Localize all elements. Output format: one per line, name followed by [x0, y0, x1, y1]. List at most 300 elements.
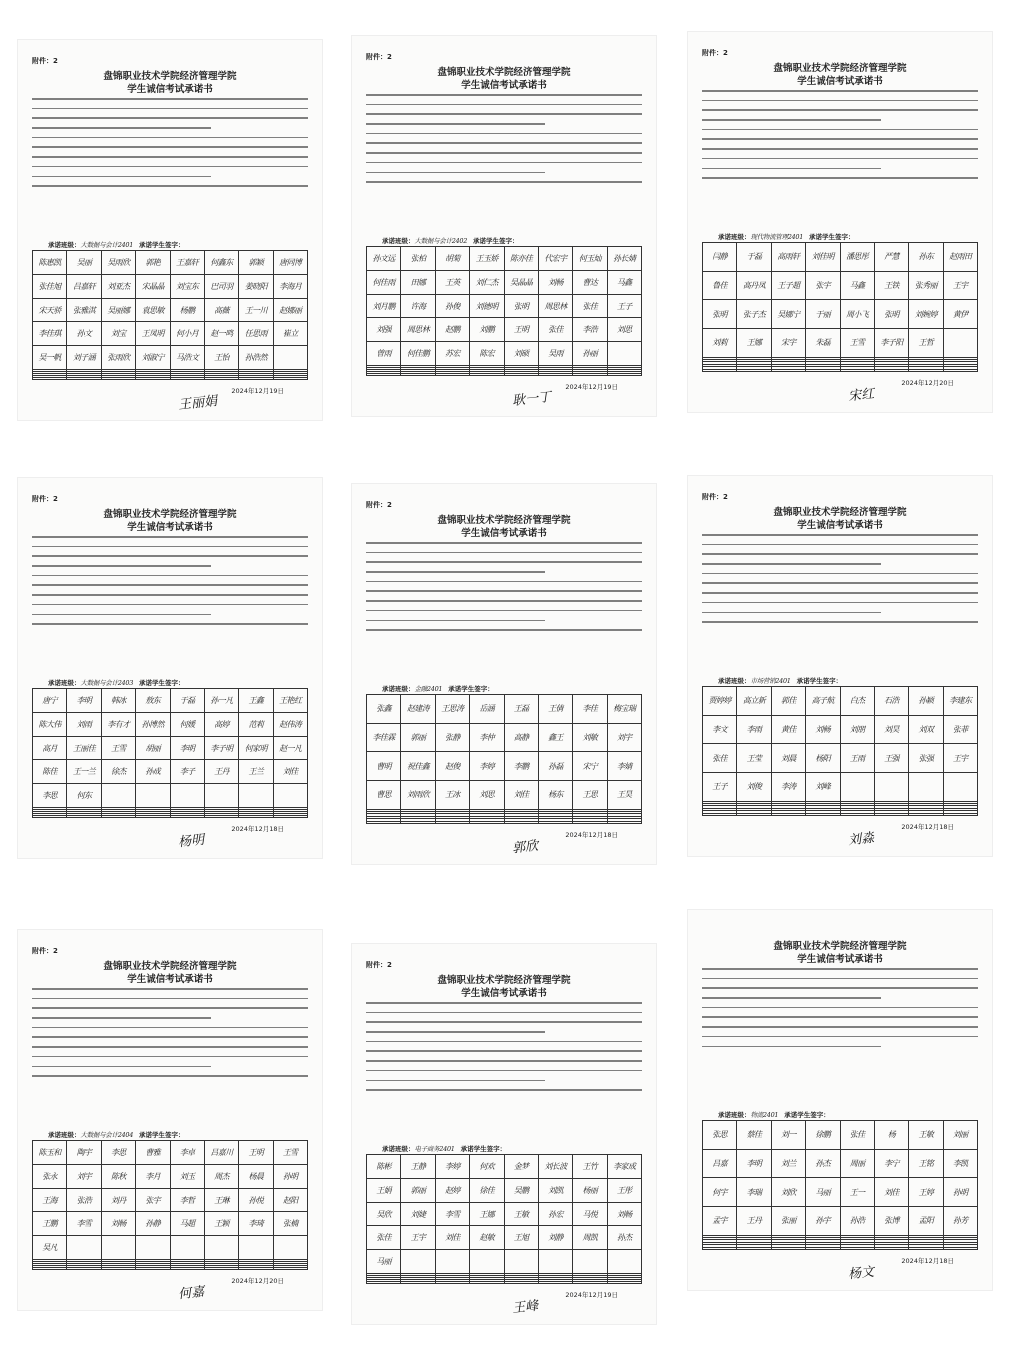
document-title: 学生诚信考试承诺书 [797, 520, 883, 531]
signature-cell: 李哲 [170, 1188, 204, 1212]
signature-cell: 刘硕 [504, 342, 538, 366]
signature-cell: 刘朋 [840, 715, 874, 744]
signature-cell [504, 821, 538, 824]
class-label: 承诺班级： [48, 1131, 81, 1139]
signature-cell: 郭丽 [401, 1178, 435, 1202]
signature-cell: 王铭 [909, 1149, 943, 1178]
signature-cell [239, 1236, 273, 1260]
pledge-sheet [688, 910, 992, 1290]
signature-cell: 何小月 [170, 322, 204, 346]
signature-cell: 李宁 [874, 1149, 908, 1178]
signature-cell: 李瑞 [737, 1178, 771, 1207]
signature-cell: 杨 [874, 1121, 908, 1150]
signature-cell [840, 369, 874, 372]
signature-cell: 刘畅 [806, 715, 840, 744]
signature-cell: 王宇 [943, 744, 977, 773]
signature-cell [943, 772, 977, 801]
signature-cell: 于丽 [806, 300, 840, 329]
pledge-body-text [32, 988, 308, 1085]
signature-cell [401, 1282, 435, 1284]
signers-label: 承诺学生签字： [473, 237, 519, 245]
signature-cell: 贾婷婷 [703, 687, 737, 716]
signature-cell: 高婷 [204, 712, 238, 736]
signature-cell: 曾雨 [367, 342, 401, 366]
signature-cell [273, 346, 307, 370]
signature-cell: 张佳 [703, 744, 737, 773]
class-line [718, 676, 842, 685]
signature-cell [273, 1236, 307, 1260]
pledge-sheet [352, 484, 656, 864]
signature-cell: 王宇 [401, 1226, 435, 1250]
signature-cell: 张思 [703, 1121, 737, 1150]
school-name: 盘锦职业技术学院经济管理学院 [773, 507, 907, 518]
signature-cell [909, 1247, 943, 1250]
signature-cell: 姜晓阳 [239, 274, 273, 298]
class-line [48, 678, 185, 687]
signature-cell: 袁思敏 [136, 298, 170, 322]
pledge-body-text [702, 90, 978, 187]
signature-cell: 胡丽 [136, 736, 170, 760]
signature-cell: 刘畅 [607, 1202, 641, 1226]
signers-label: 承诺学生签字： [784, 1111, 830, 1119]
document-title: 学生诚信考试承诺书 [461, 528, 547, 539]
signature-cell [504, 1250, 538, 1274]
pledge-sheet [18, 40, 322, 420]
school-name: 盘锦职业技术学院经济管理学院 [437, 975, 571, 986]
signature-cell: 李雪 [435, 1202, 469, 1226]
signature-cell: 张柏 [401, 247, 435, 271]
signature-cell [170, 378, 204, 380]
signature-cell: 刘仁杰 [470, 270, 504, 294]
signature-cell: 刘强 [367, 318, 401, 342]
signature-cell: 刘雨欣 [401, 780, 435, 809]
signature-cell: 陈佳 [33, 760, 67, 784]
signature-cell: 刘德明 [470, 294, 504, 318]
signature-cell [943, 328, 977, 357]
signature-cell: 王静 [401, 1155, 435, 1179]
signature-cell: 孟阳 [909, 1206, 943, 1235]
signature-cell [101, 816, 135, 818]
signature-cell: 刘一 [771, 1121, 805, 1150]
pledge-body-text [702, 968, 978, 1055]
signature-cell: 韩冰 [101, 689, 135, 713]
document-title: 学生诚信考试承诺书 [127, 84, 213, 95]
signature-cell: 朱磊 [806, 328, 840, 357]
signature-cell: 李仲 [470, 723, 504, 752]
signature-cell: 孙宇 [806, 1206, 840, 1235]
signature-cell: 马超 [170, 1212, 204, 1236]
teacher-signature: 杨明 [177, 832, 205, 851]
signature-cell: 赵建涛 [401, 695, 435, 724]
signature-cell: 吴晶晶 [504, 270, 538, 294]
signature-cell: 张静 [435, 723, 469, 752]
signature-cell: 王敏 [909, 1121, 943, 1150]
class-label: 承诺班级： [48, 679, 81, 687]
signature-cell: 刘佳 [273, 760, 307, 784]
class-value: 大数据与会计2401 [80, 241, 134, 249]
signature-cell: 苏宏 [435, 342, 469, 366]
school-name: 盘锦职业技术学院经济管理学院 [773, 63, 907, 74]
signature-cell: 吕嘉轩 [67, 274, 101, 298]
school-name: 盘锦职业技术学院经济管理学院 [103, 961, 237, 972]
signature-cell: 李婷 [435, 1155, 469, 1179]
signature-cell: 孙明 [273, 1164, 307, 1188]
signature-cell: 杨阳 [806, 744, 840, 773]
signature-cell: 王鑫 [239, 689, 273, 713]
signature-cell: 李海月 [273, 274, 307, 298]
signature-cell [943, 369, 977, 372]
signature-cell: 吕嘉川 [204, 1141, 238, 1165]
signature-cell: 李月 [136, 1164, 170, 1188]
signature-cell: 郭丽 [401, 723, 435, 752]
signature-cell: 徐鹏 [806, 1121, 840, 1150]
signature-cell [874, 772, 908, 801]
signature-cell: 王思涛 [435, 695, 469, 724]
signature-cell: 王敏 [504, 1202, 538, 1226]
signature-cell [273, 816, 307, 818]
class-line [48, 240, 185, 249]
class-label: 承诺班级： [48, 241, 81, 249]
attachment-label: 附件：2 [366, 501, 392, 509]
signature-cell: 孙芳 [943, 1206, 977, 1235]
signature-table [32, 250, 308, 380]
signature-cell: 曹雅 [136, 1141, 170, 1165]
signature-cell [101, 1268, 135, 1270]
signature-cell: 吴凡 [33, 1236, 67, 1260]
signature-cell [367, 374, 401, 376]
signature-cell: 李建东 [943, 687, 977, 716]
signature-cell [607, 1282, 641, 1284]
signature-cell: 王丹 [737, 1206, 771, 1235]
signature-cell: 吴雨 [538, 342, 572, 366]
class-value: 电子商务2401 [414, 1145, 455, 1153]
signature-cell: 王思 [573, 780, 607, 809]
signature-cell: 范莉 [239, 712, 273, 736]
signature-cell: 马丽 [367, 1250, 401, 1274]
signature-cell: 王莹 [737, 744, 771, 773]
signature-cell: 张强 [909, 744, 943, 773]
signature-cell: 孙俊 [435, 294, 469, 318]
signature-cell: 孙磊 [538, 752, 572, 781]
signature-cell [504, 374, 538, 376]
signature-cell: 李文 [703, 715, 737, 744]
signature-cell [67, 1236, 101, 1260]
sign-date: 2024年12月19日 [565, 383, 618, 391]
signature-cell: 吴丽娜 [101, 298, 135, 322]
class-value: 金融2401 [414, 685, 443, 693]
class-value: 市场营销2401 [750, 677, 791, 685]
signature-cell: 李家成 [607, 1155, 641, 1179]
signature-cell: 李婷 [470, 752, 504, 781]
signature-cell: 王怡 [204, 346, 238, 370]
signature-cell: 周凯 [573, 1226, 607, 1250]
signature-cell [435, 821, 469, 824]
signature-cell: 王颖 [204, 1212, 238, 1236]
signature-cell: 王倩 [538, 695, 572, 724]
signature-cell: 李琦 [239, 1212, 273, 1236]
signature-cell: 刘宝东 [170, 274, 204, 298]
signature-cell [204, 1268, 238, 1270]
document-title: 学生诚信考试承诺书 [797, 76, 883, 87]
signature-cell: 陈秋 [101, 1164, 135, 1188]
class-value: 大数据与会计2404 [80, 1131, 134, 1139]
sign-date: 2024年12月18日 [565, 831, 618, 839]
signature-cell: 吴鹏 [504, 1178, 538, 1202]
signature-cell: 张鑫 [367, 695, 401, 724]
signature-cell: 刘畅 [538, 270, 572, 294]
sign-date: 2024年12月18日 [901, 1257, 954, 1265]
document-title: 学生诚信考试承诺书 [127, 522, 213, 533]
signature-cell: 高薇 [204, 298, 238, 322]
signature-cell: 王兰 [239, 760, 273, 784]
signature-cell: 宋宁 [573, 752, 607, 781]
teacher-signature: 王丽娟 [177, 393, 218, 413]
sign-date: 2024年12月19日 [565, 1291, 618, 1299]
signature-cell: 何鑫东 [204, 251, 238, 275]
signature-cell: 蔡佳 [737, 1121, 771, 1150]
pledge-sheet [18, 930, 322, 1310]
signature-cell [136, 784, 170, 808]
attachment-label: 附件：2 [702, 49, 728, 57]
signature-cell: 田娜 [401, 270, 435, 294]
signers-label: 承诺学生签字： [809, 233, 855, 241]
signature-cell: 孙一凡 [204, 689, 238, 713]
signature-cell: 李佳琪 [33, 322, 67, 346]
signature-cell: 王雪 [840, 328, 874, 357]
signature-cell [273, 784, 307, 808]
signature-cell [367, 1282, 401, 1284]
signers-label: 承诺学生签字： [139, 1131, 185, 1139]
signature-cell: 王一川 [239, 298, 273, 322]
signature-cell: 巴司羽 [204, 274, 238, 298]
signature-cell: 刘敏 [573, 723, 607, 752]
signature-cell [67, 378, 101, 380]
pledge-sheet [688, 32, 992, 412]
signature-cell: 孙东 [909, 243, 943, 272]
signature-cell: 徐佳 [470, 1178, 504, 1202]
class-label: 承诺班级： [718, 233, 751, 241]
attachment-label: 附件：2 [702, 493, 728, 501]
signature-cell: 于磊 [737, 243, 771, 272]
signature-cell: 刘佳 [504, 780, 538, 809]
school-name: 盘锦职业技术学院经济管理学院 [103, 509, 237, 520]
signature-cell: 王竹 [573, 1155, 607, 1179]
signature-cell: 陈宏 [470, 342, 504, 366]
signature-cell: 王艳红 [273, 689, 307, 713]
signature-cell: 何东 [67, 784, 101, 808]
signature-cell: 李卓 [170, 1141, 204, 1165]
pledge-sheet [352, 36, 656, 416]
signature-cell: 周思林 [538, 294, 572, 318]
class-value: 大数据与会计2403 [80, 679, 134, 687]
signature-cell [943, 813, 977, 816]
signature-cell: 王铁 [874, 271, 908, 300]
signature-cell [909, 813, 943, 816]
signature-cell: 陈彬 [367, 1155, 401, 1179]
signature-cell: 李凯 [943, 1149, 977, 1178]
signature-cell: 崔立 [273, 322, 307, 346]
school-name: 盘锦职业技术学院经济管理学院 [437, 67, 571, 78]
signature-cell: 张雅淇 [67, 298, 101, 322]
signature-cell: 赵阳 [273, 1188, 307, 1212]
signature-cell: 石浩 [874, 687, 908, 716]
signature-cell: 何佳雨 [367, 270, 401, 294]
pledge-body-text [366, 542, 642, 639]
signature-cell [573, 1250, 607, 1274]
signature-cell [136, 1268, 170, 1270]
signature-cell: 马鑫 [840, 271, 874, 300]
attachment-label: 附件：2 [32, 947, 58, 955]
signature-cell [204, 378, 238, 380]
signature-cell: 王嘉轩 [170, 251, 204, 275]
signature-cell [737, 369, 771, 372]
class-line [718, 1110, 830, 1119]
signature-cell [909, 772, 943, 801]
signature-cell: 刘月鹏 [367, 294, 401, 318]
signature-cell [909, 369, 943, 372]
school-name: 盘锦职业技术学院经济管理学院 [437, 515, 571, 526]
signature-cell: 何玉灿 [573, 247, 607, 271]
signature-cell: 何佳鹏 [401, 342, 435, 366]
signature-cell: 高立新 [737, 687, 771, 716]
signature-cell [204, 1236, 238, 1260]
signature-cell: 刘佳 [874, 1178, 908, 1207]
signature-cell: 王冰 [435, 780, 469, 809]
signature-cell: 白杰 [840, 687, 874, 716]
signature-cell: 王宇 [943, 271, 977, 300]
signature-cell [33, 816, 67, 818]
signature-cell: 金梦 [504, 1155, 538, 1179]
signature-cell: 曹达 [573, 270, 607, 294]
signature-table [702, 242, 978, 372]
signature-cell: 宋晶晶 [136, 274, 170, 298]
signature-cell: 王海 [33, 1188, 67, 1212]
signature-cell: 刘静 [538, 1226, 572, 1250]
signature-cell: 赵一鸣 [204, 322, 238, 346]
signature-cell: 陈惠凯 [33, 251, 67, 275]
signature-cell: 任思雨 [239, 322, 273, 346]
pledge-body-text [366, 1002, 642, 1099]
signature-cell: 赵雨田 [943, 243, 977, 272]
signature-cell: 张菲 [943, 715, 977, 744]
signature-cell: 王哲 [909, 328, 943, 357]
signature-cell [607, 342, 641, 366]
signature-cell [703, 1247, 737, 1250]
signature-cell: 何欢 [470, 1155, 504, 1179]
signature-cell: 刘子涵 [67, 346, 101, 370]
signature-cell: 王丽佳 [67, 736, 101, 760]
class-label: 承诺班级： [382, 685, 415, 693]
signature-cell: 孙文远 [367, 247, 401, 271]
signature-cell: 刘宇 [67, 1164, 101, 1188]
signature-cell: 张明 [504, 294, 538, 318]
signature-cell [840, 1247, 874, 1250]
signature-cell [33, 1268, 67, 1270]
signers-label: 承诺学生签字： [139, 241, 185, 249]
signature-table [702, 686, 978, 816]
school-name: 盘锦职业技术学院经济管理学院 [103, 71, 237, 82]
signature-cell [470, 1282, 504, 1284]
signature-cell [806, 1247, 840, 1250]
signature-cell [101, 378, 135, 380]
signature-cell: 胡菊 [435, 247, 469, 271]
signature-cell [573, 821, 607, 824]
signature-cell: 宋天骄 [33, 298, 67, 322]
signature-cell [273, 1268, 307, 1270]
signature-cell: 陈玉和 [33, 1141, 67, 1165]
signature-table [366, 694, 642, 824]
signature-cell: 赵伟涛 [273, 712, 307, 736]
signature-cell: 王雪 [273, 1141, 307, 1165]
class-label: 承诺班级： [718, 677, 751, 685]
signature-cell: 刘淑宁 [136, 346, 170, 370]
signature-cell: 刘婉婷 [909, 300, 943, 329]
signature-cell: 曹思 [367, 780, 401, 809]
signature-cell [67, 1268, 101, 1270]
signature-cell: 王娜 [737, 328, 771, 357]
signature-cell: 李子 [170, 760, 204, 784]
signature-cell: 杨晨 [239, 1164, 273, 1188]
signature-cell: 鑫王 [538, 723, 572, 752]
pledge-sheet [352, 944, 656, 1324]
signature-cell: 张秀丽 [909, 271, 943, 300]
signature-cell: 唐同博 [273, 251, 307, 275]
signature-cell: 刘思 [607, 318, 641, 342]
signature-cell [470, 1250, 504, 1274]
signature-cell [401, 1250, 435, 1274]
signature-cell: 李明 [170, 736, 204, 760]
signature-cell: 祝佳鑫 [401, 752, 435, 781]
signature-cell: 孙杰 [806, 1149, 840, 1178]
signature-cell: 王彤 [607, 1178, 641, 1202]
signature-cell: 高雨轩 [771, 243, 805, 272]
sign-date: 2024年12月20日 [901, 379, 954, 387]
signature-cell: 孙明 [943, 1178, 977, 1207]
signature-cell: 曹明 [367, 752, 401, 781]
signature-cell: 李明 [67, 689, 101, 713]
signature-cell: 赵一凡 [273, 736, 307, 760]
signature-cell: 刘佳明 [806, 243, 840, 272]
signature-cell: 赵敏 [470, 1226, 504, 1250]
signature-cell: 王一兰 [67, 760, 101, 784]
signers-label: 承诺学生签字： [139, 679, 185, 687]
class-value: 大数据与会计2402 [414, 237, 468, 245]
signature-cell: 鲁佳 [703, 271, 737, 300]
pledge-sheet [18, 478, 322, 858]
signature-cell [504, 1282, 538, 1284]
signature-cell: 张永 [33, 1164, 67, 1188]
signature-cell: 刘昊 [874, 715, 908, 744]
signature-cell: 刘双 [909, 715, 943, 744]
signature-cell: 刘晨 [771, 744, 805, 773]
signature-cell: 王英 [435, 270, 469, 294]
signature-cell: 何家明 [239, 736, 273, 760]
signature-cell [806, 369, 840, 372]
signature-table [366, 1154, 642, 1284]
signature-cell: 刘莉 [703, 328, 737, 357]
signature-cell [273, 378, 307, 380]
pledge-body-text [366, 94, 642, 191]
class-line [382, 684, 494, 693]
signature-cell: 王雪 [101, 736, 135, 760]
signature-cell: 王凤明 [136, 322, 170, 346]
signature-cell: 刘兰 [771, 1149, 805, 1178]
signature-cell [538, 374, 572, 376]
signature-cell: 李佳 [573, 695, 607, 724]
signature-cell [401, 821, 435, 824]
pledge-body-text [32, 536, 308, 633]
signature-cell: 吴欣 [367, 1202, 401, 1226]
